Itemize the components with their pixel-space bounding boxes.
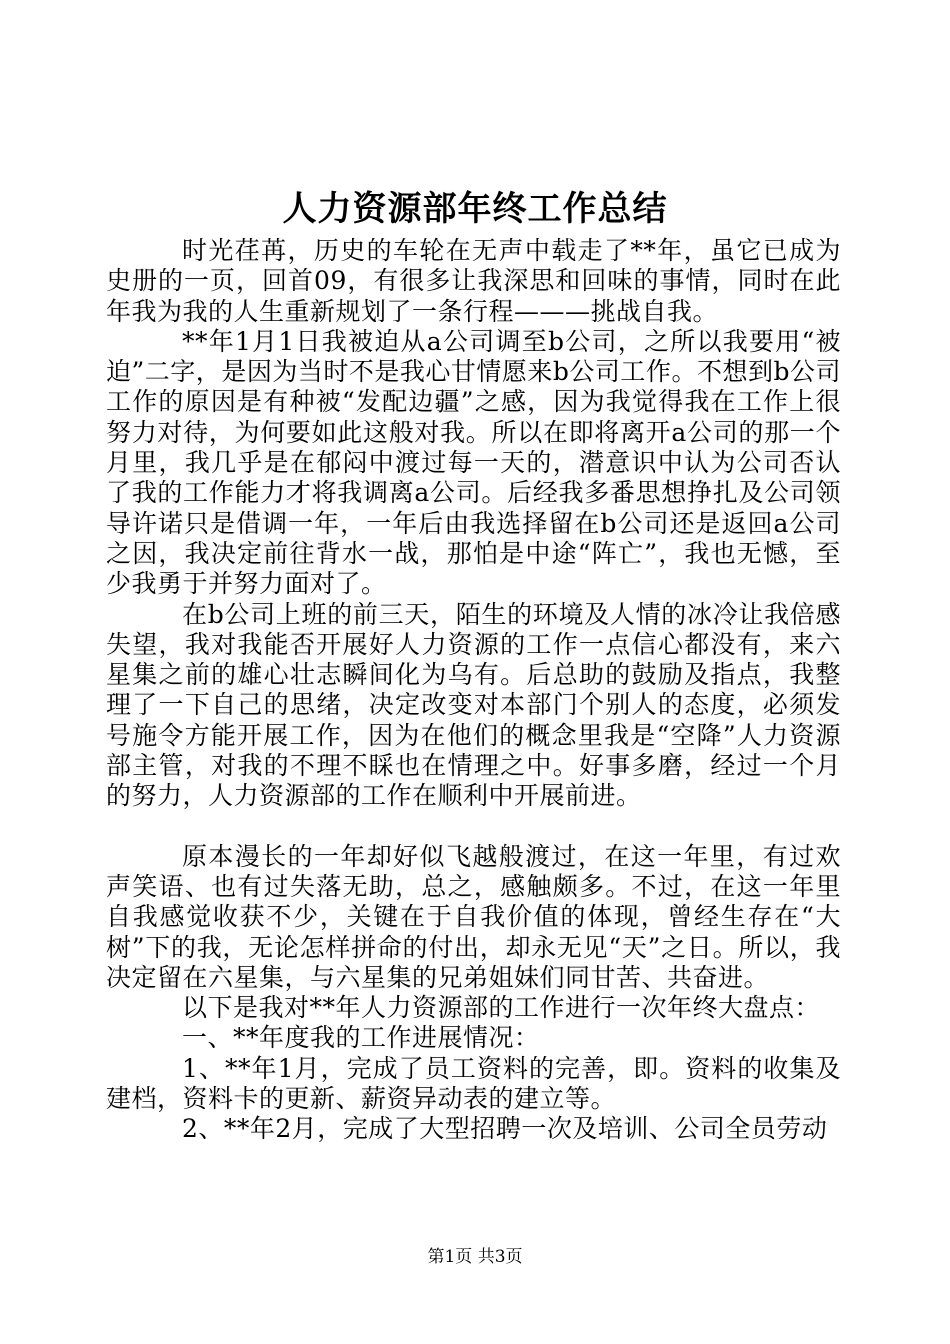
paragraph-intro: 时光荏苒，历史的车轮在无声中载走了**年，虽它已成为史册的一页，回首09，有很多让我深思和回味的事情，同时在此年我为我的人生重新规划了一条行程———挑战自我。 (106, 236, 841, 326)
section-heading-progress: 一、**年度我的工作进展情况： (182, 1023, 540, 1053)
list-item-january: 1、**年1月，完成了员工资料的完善，即。资料的收集及建档，资料卡的更新、薪资异动表的建立等。 (106, 1053, 841, 1114)
paragraph-transfer: **年1月1日我被迫从a公司调至b公司，之所以我要用“被迫”二字，是因为当时不是我心甘情愿来b公司工作。不想到b公司工作的原因是有种被“发配边疆”之感，因为我觉得我在工作上很努力对待，为何要如此这般对我。所以在即将离开a公司的那一个月里，我几乎是在郁闷中渡过每一天的，潜意识中认为公司否认了我的工作能力才将我调离a公司。后经我多番思想挣扎及公司领导许诺只是借调一年，一年后由我选择留在b公司还是返回a公司之因，我决定前往背水一战，那怕是中途“阵亡”，我也无憾，至少我勇于并努力面对了。 (106, 326, 841, 599)
paragraph-reflection: 原本漫长的一年却好似飞越般渡过，在这一年里，有过欢声笑语、也有过失落无助，总之，感触颇多。不过，在这一年里自我感觉收获不少，关键在于自我价值的体现，曾经生存在“大树”下的我，无论怎样拼命的付出，却永无见“天”之日。所以，我决定留在六星集，与六星集的兄弟姐妹们同甘苦、共奋进。 (106, 841, 841, 992)
document-title: 人力资源部年终工作总结 (282, 189, 668, 229)
paragraph-first-days: 在b公司上班的前三天，陌生的环境及人情的冰冷让我倍感失望，我对我能否开展好人力资源的工作一点信心都没有，来六星集之前的雄心壮志瞬间化为乌有。后总助的鼓励及指点，我整理了一下自己的思绪，决定改变对本部门个别人的态度，必须发号施令方能开展工作，因为在他们的概念里我是“空降”人力资源部主管，对我的不理不睬也在情理之中。好事多磨，经过一个月的努力，人力资源部的工作在顺利中开展前进。 (106, 599, 841, 811)
paragraph-gap (106, 812, 841, 842)
document-body (106, 236, 841, 1145)
list-item-february: 2、**年2月，完成了大型招聘一次及培训、公司全员劳动 (182, 1114, 828, 1144)
paragraph-summary-intro: 以下是我对**年人力资源部的工作进行一次年终大盘点： (182, 993, 821, 1023)
page-number-footer: 第1页 共3页 (427, 1247, 523, 1267)
